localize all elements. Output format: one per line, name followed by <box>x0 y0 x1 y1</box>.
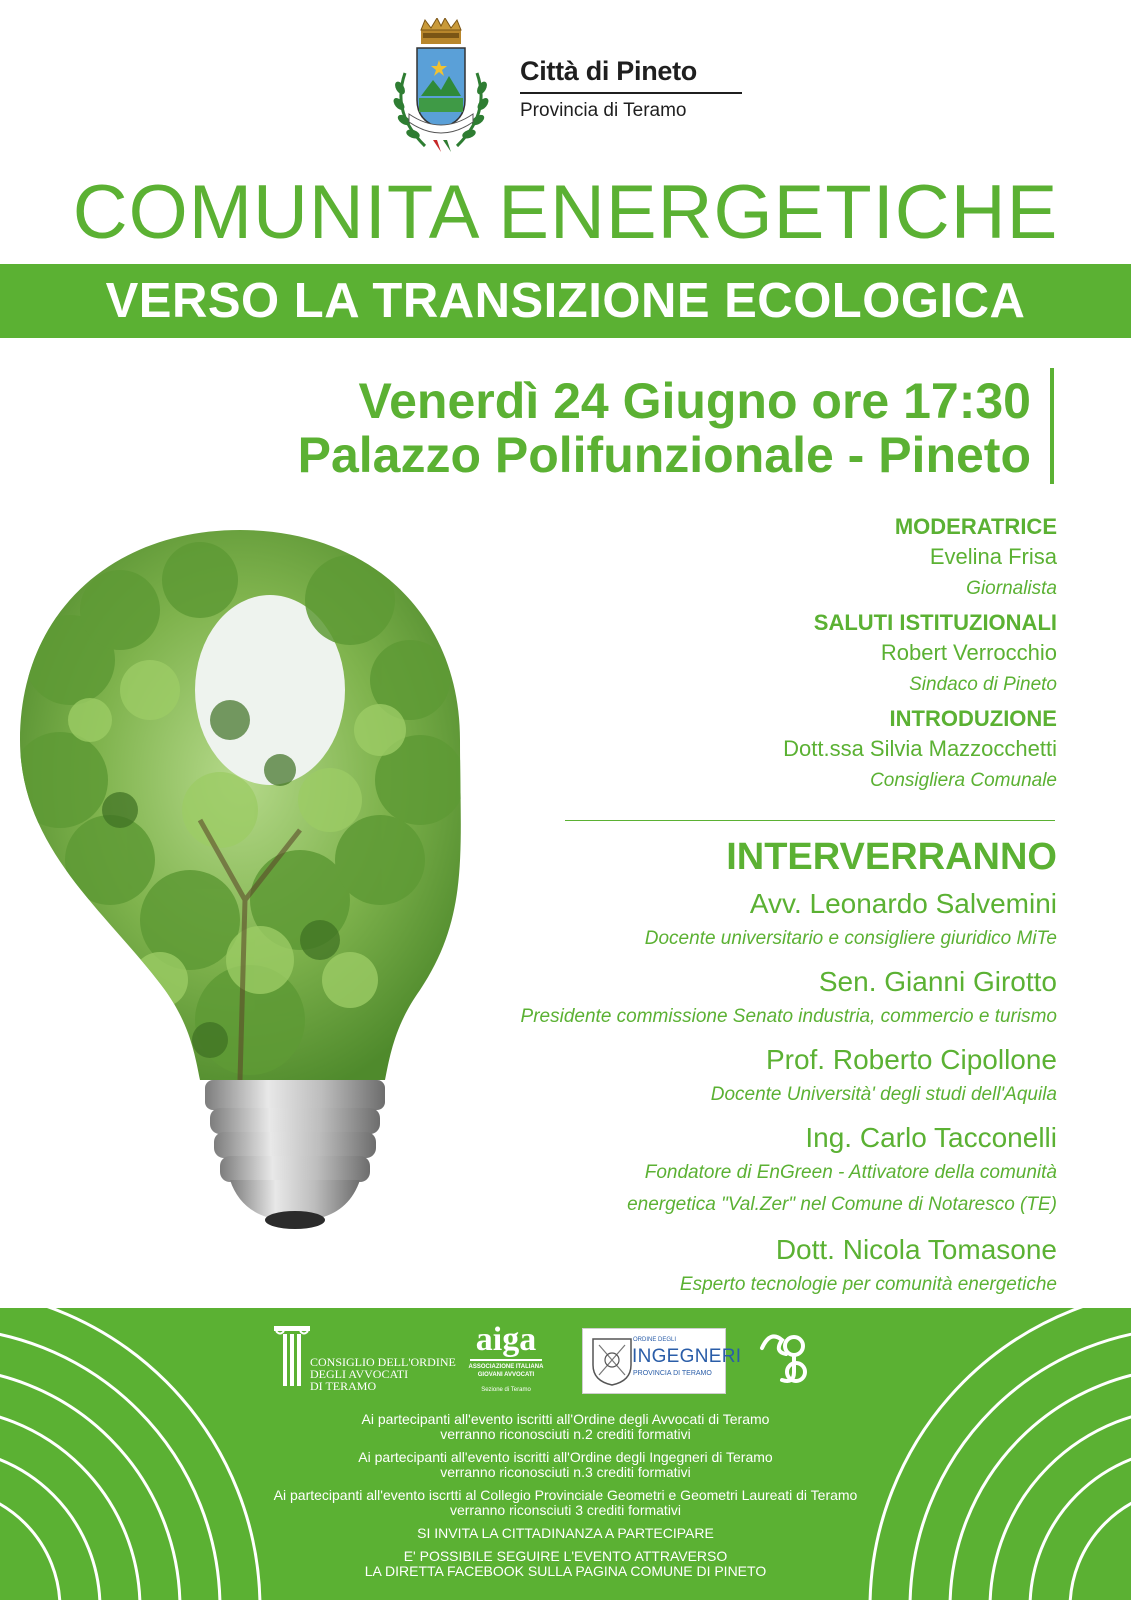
speaker-desc: Docente Università' degli studi dell'Aquila <box>710 1084 1057 1105</box>
speaker-name: Prof. Roberto Cipollone <box>765 1044 1057 1075</box>
facebook-note: E' POSSIBILE SEGUIRE L'EVENTO ATTRAVERSO <box>403 1548 728 1564</box>
page-subtitle: VERSO LA TRANSIZIONE ECOLOGICA <box>105 274 1026 328</box>
moderatrice-desc: Giornalista <box>966 578 1057 599</box>
ingegneri-logo <box>582 1328 742 1394</box>
speaker-desc: Esperto tecnologie per comunità energetiche <box>679 1274 1057 1295</box>
credit-note: verranno riconosciuti n.3 crediti formativi <box>440 1464 691 1480</box>
aiga-logo-line: ASSOCIAZIONE ITALIANA <box>468 1364 544 1370</box>
page-title: COMUNITA ENERGETICHE <box>72 170 1059 255</box>
ingegneri-crest-icon <box>589 1335 635 1387</box>
introduzione-desc: Consigliera Comunale <box>870 770 1057 791</box>
column-icon <box>272 1324 312 1390</box>
footer-notes <box>0 1412 1131 1587</box>
event-accent-bar <box>1050 368 1054 484</box>
speaker-desc: Docente universitario e consigliere giuridico MiTe <box>644 928 1057 949</box>
speaker-name: Sen. Gianni Girotto <box>818 966 1057 997</box>
aiga-logo-line: GIOVANI AVVOCATI <box>477 1372 535 1378</box>
aiga-logo-rule <box>470 1359 542 1361</box>
avvocati-logo-line: CONSIGLIO DELL'ORDINE <box>310 1355 456 1369</box>
city-crest-icon <box>385 18 497 158</box>
avvocati-logo-line: DI TERAMO <box>310 1379 377 1393</box>
introduzione-role: INTRODUZIONE <box>889 706 1057 731</box>
event-date: Venerdì 24 Giugno ore 17:30 <box>358 373 1031 429</box>
event-when <box>298 374 1031 482</box>
aiga-logo <box>466 1322 546 1395</box>
credit-note: Ai partecipanti all'evento iscritti all'Ordine degli Avvocati di Teramo <box>361 1411 770 1427</box>
avvocati-logo <box>310 1356 456 1392</box>
speaker-name: Avv. Leonardo Salvemini <box>749 888 1057 919</box>
footer <box>0 1308 1131 1600</box>
header <box>0 0 1131 170</box>
geometri-logo-icon <box>756 1326 818 1388</box>
ingegneri-logo-name: INGEGNERI <box>632 1346 742 1367</box>
speaker-desc-continued: energetica "Val.Zer" nel Comune di Notaresco (TE) <box>627 1194 1057 1215</box>
program-divider <box>565 820 1055 821</box>
facebook-note: LA DIRETTA FACEBOOK SULLA PAGINA COMUNE DI PINETO <box>364 1563 767 1579</box>
introduzione-name: Dott.ssa Silvia Mazzocchetti <box>783 736 1057 761</box>
saluti-desc: Sindaco di Pineto <box>909 674 1057 695</box>
credit-note: verranno riconsciuti 3 crediti formativi <box>449 1502 682 1518</box>
tree-lightbulb-illustration <box>0 520 480 1250</box>
invite-note: SI INVITA LA CITTADINANZA A PARTECIPARE <box>417 1525 714 1541</box>
avvocati-logo-line: DEGLI AVVOCATI <box>310 1367 409 1381</box>
speaker-desc: Presidente commissione Senato industria, commercio e turismo <box>520 1006 1057 1027</box>
event-place: Palazzo Polifunzionale - Pineto <box>297 427 1031 483</box>
ingegneri-logo-small: ORDINE DEGLI <box>633 1337 677 1343</box>
credit-note: Ai partecipanti all'evento iscrtti al Collegio Provinciale Geometri e Geometri Laureati di Teramo <box>273 1487 858 1503</box>
city-name: Città di Pineto <box>520 56 697 86</box>
speaker-desc: Fondatore di EnGreen - Attivatore della comunità <box>644 1162 1057 1183</box>
aiga-logo-line: Sezione di Teramo <box>481 1387 531 1393</box>
header-divider <box>520 92 742 94</box>
moderatrice-role: MODERATRICE <box>894 514 1057 539</box>
moderatrice-name: Evelina Frisa <box>929 544 1057 569</box>
partner-logos <box>0 1308 1131 1418</box>
interverranno-heading: INTERVERRANNO <box>726 836 1057 878</box>
aiga-logo-name: aiga <box>475 1321 537 1358</box>
speaker-name: Dott. Nicola Tomasone <box>775 1234 1057 1265</box>
province-name: Provincia di Teramo <box>520 100 687 121</box>
credit-note: Ai partecipanti all'evento iscritti all'Ordine degli Ingegneri di Teramo <box>358 1449 773 1465</box>
saluti-role: SALUTI ISTITUZIONALI <box>813 610 1057 635</box>
credit-note: verranno riconosciuti n.2 crediti formativi <box>440 1426 691 1442</box>
saluti-name: Robert Verrocchio <box>880 640 1057 665</box>
ingegneri-logo-sub: PROVINCIA DI TERAMO <box>633 1370 712 1377</box>
speaker-name: Ing. Carlo Tacconelli <box>805 1122 1057 1153</box>
